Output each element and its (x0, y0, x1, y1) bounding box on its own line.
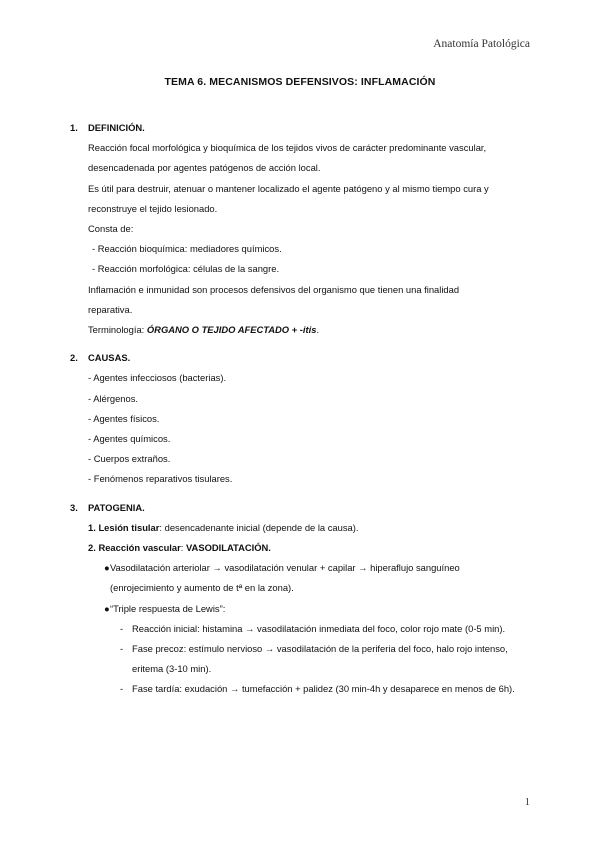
list-item: - Alérgenos. (88, 392, 139, 404)
document-body (70, 118, 528, 700)
purpose-line: reconstruye el tejido lesionado. (88, 202, 218, 214)
step-number: 1. (88, 521, 99, 533)
list-item: - Agentes físicos. (88, 412, 160, 424)
consta-label: Consta de: (88, 223, 134, 235)
step-text: : desencadenante inicial (depende de la causa). (159, 521, 359, 533)
phase-continuation: eritema (3-10 min). (132, 663, 212, 675)
section-title: CAUSAS. (88, 352, 131, 364)
list-item: - Fenómenos reparativos tisulares. (88, 473, 233, 485)
terminology-term: ÓRGANO O TEJIDO AFECTADO + -itis (146, 324, 317, 336)
bullet-item (104, 558, 528, 578)
dash-marker: - (120, 622, 124, 634)
definition-line: desencadenada por agentes patógenos de acción local. (88, 162, 321, 174)
definition-line: Reacción focal morfológica y bioquímica de los tejidos vivos de carácter predominante vascular, (88, 142, 487, 154)
section-2-heading (70, 348, 528, 368)
dash-marker: - (120, 683, 124, 695)
running-header: Anatomía Patológica (433, 38, 530, 50)
bullet-icon: ● (104, 602, 110, 614)
section-title: PATOGENIA. (88, 501, 145, 513)
bullet-icon: ● (104, 562, 110, 574)
section-number: 1. (70, 122, 78, 133)
pathogenesis-step-2 (88, 538, 528, 558)
dash-marker: - (120, 643, 124, 655)
list-item: - Agentes infecciosos (bacterias). (88, 372, 227, 384)
lewis-phase (120, 619, 528, 639)
list-item: - Reacción morfológica: células de la sangre. (92, 263, 280, 275)
lewis-phase (120, 679, 528, 699)
terminology-line (88, 320, 528, 340)
document-title: TEMA 6. MECANISMOS DEFENSIVOS: INFLAMACIÓN (164, 76, 436, 88)
phase-text: Fase precoz: estímulo nervioso → vasodilatación de la periferia del foco, halo rojo intenso, (132, 643, 508, 655)
section-title: DEFINICIÓN. (88, 122, 145, 133)
step-title: Reacción vascular (98, 542, 181, 554)
terminology-period: . (316, 324, 320, 336)
bullet-text: “Triple respuesta de Lewis”: (110, 602, 226, 614)
section-1-heading (70, 118, 528, 138)
step-emphasis: VASODILATACIÓN. (186, 542, 271, 554)
step-colon: : (180, 542, 186, 554)
phase-text: Fase tardía: exudación → tumefacción + palidez (30 min-4h y desaparece en menos de 6h). (132, 683, 515, 695)
step-title: Lesión tisular (98, 521, 160, 533)
section-number: 3. (70, 501, 78, 513)
immunity-line: Inflamación e inmunidad son procesos defensivos del organismo que tienen una finalidad (88, 283, 460, 295)
list-item: - Reacción bioquímica: mediadores químicos. (92, 243, 282, 255)
lewis-phase (120, 639, 528, 659)
pathogenesis-step-1 (88, 518, 528, 538)
list-item: - Agentes químicos. (88, 433, 171, 445)
page-number: 1 (524, 797, 530, 808)
section-3-heading (70, 498, 528, 518)
purpose-line: Es útil para destruir, atenuar o mantener localizado el agente patógeno y al mismo tiempo cura y (88, 182, 489, 194)
bullet-item (104, 599, 528, 619)
section-number: 2. (70, 352, 78, 364)
step-number: 2. (88, 542, 99, 554)
bullet-continuation: (enrojecimiento y aumento de tª en la zona). (110, 582, 294, 594)
list-item: - Cuerpos extraños. (88, 453, 171, 465)
immunity-line: reparativa. (88, 303, 133, 315)
bullet-text: Vasodilatación arteriolar → vasodilatación venular + capilar → hiperaflujo sanguíneo (110, 562, 460, 574)
terminology-label: Terminología: (88, 324, 147, 336)
phase-text: Reacción inicial: histamina → vasodilatación inmediata del foco, color rojo mate (0-5 min). (132, 622, 506, 634)
